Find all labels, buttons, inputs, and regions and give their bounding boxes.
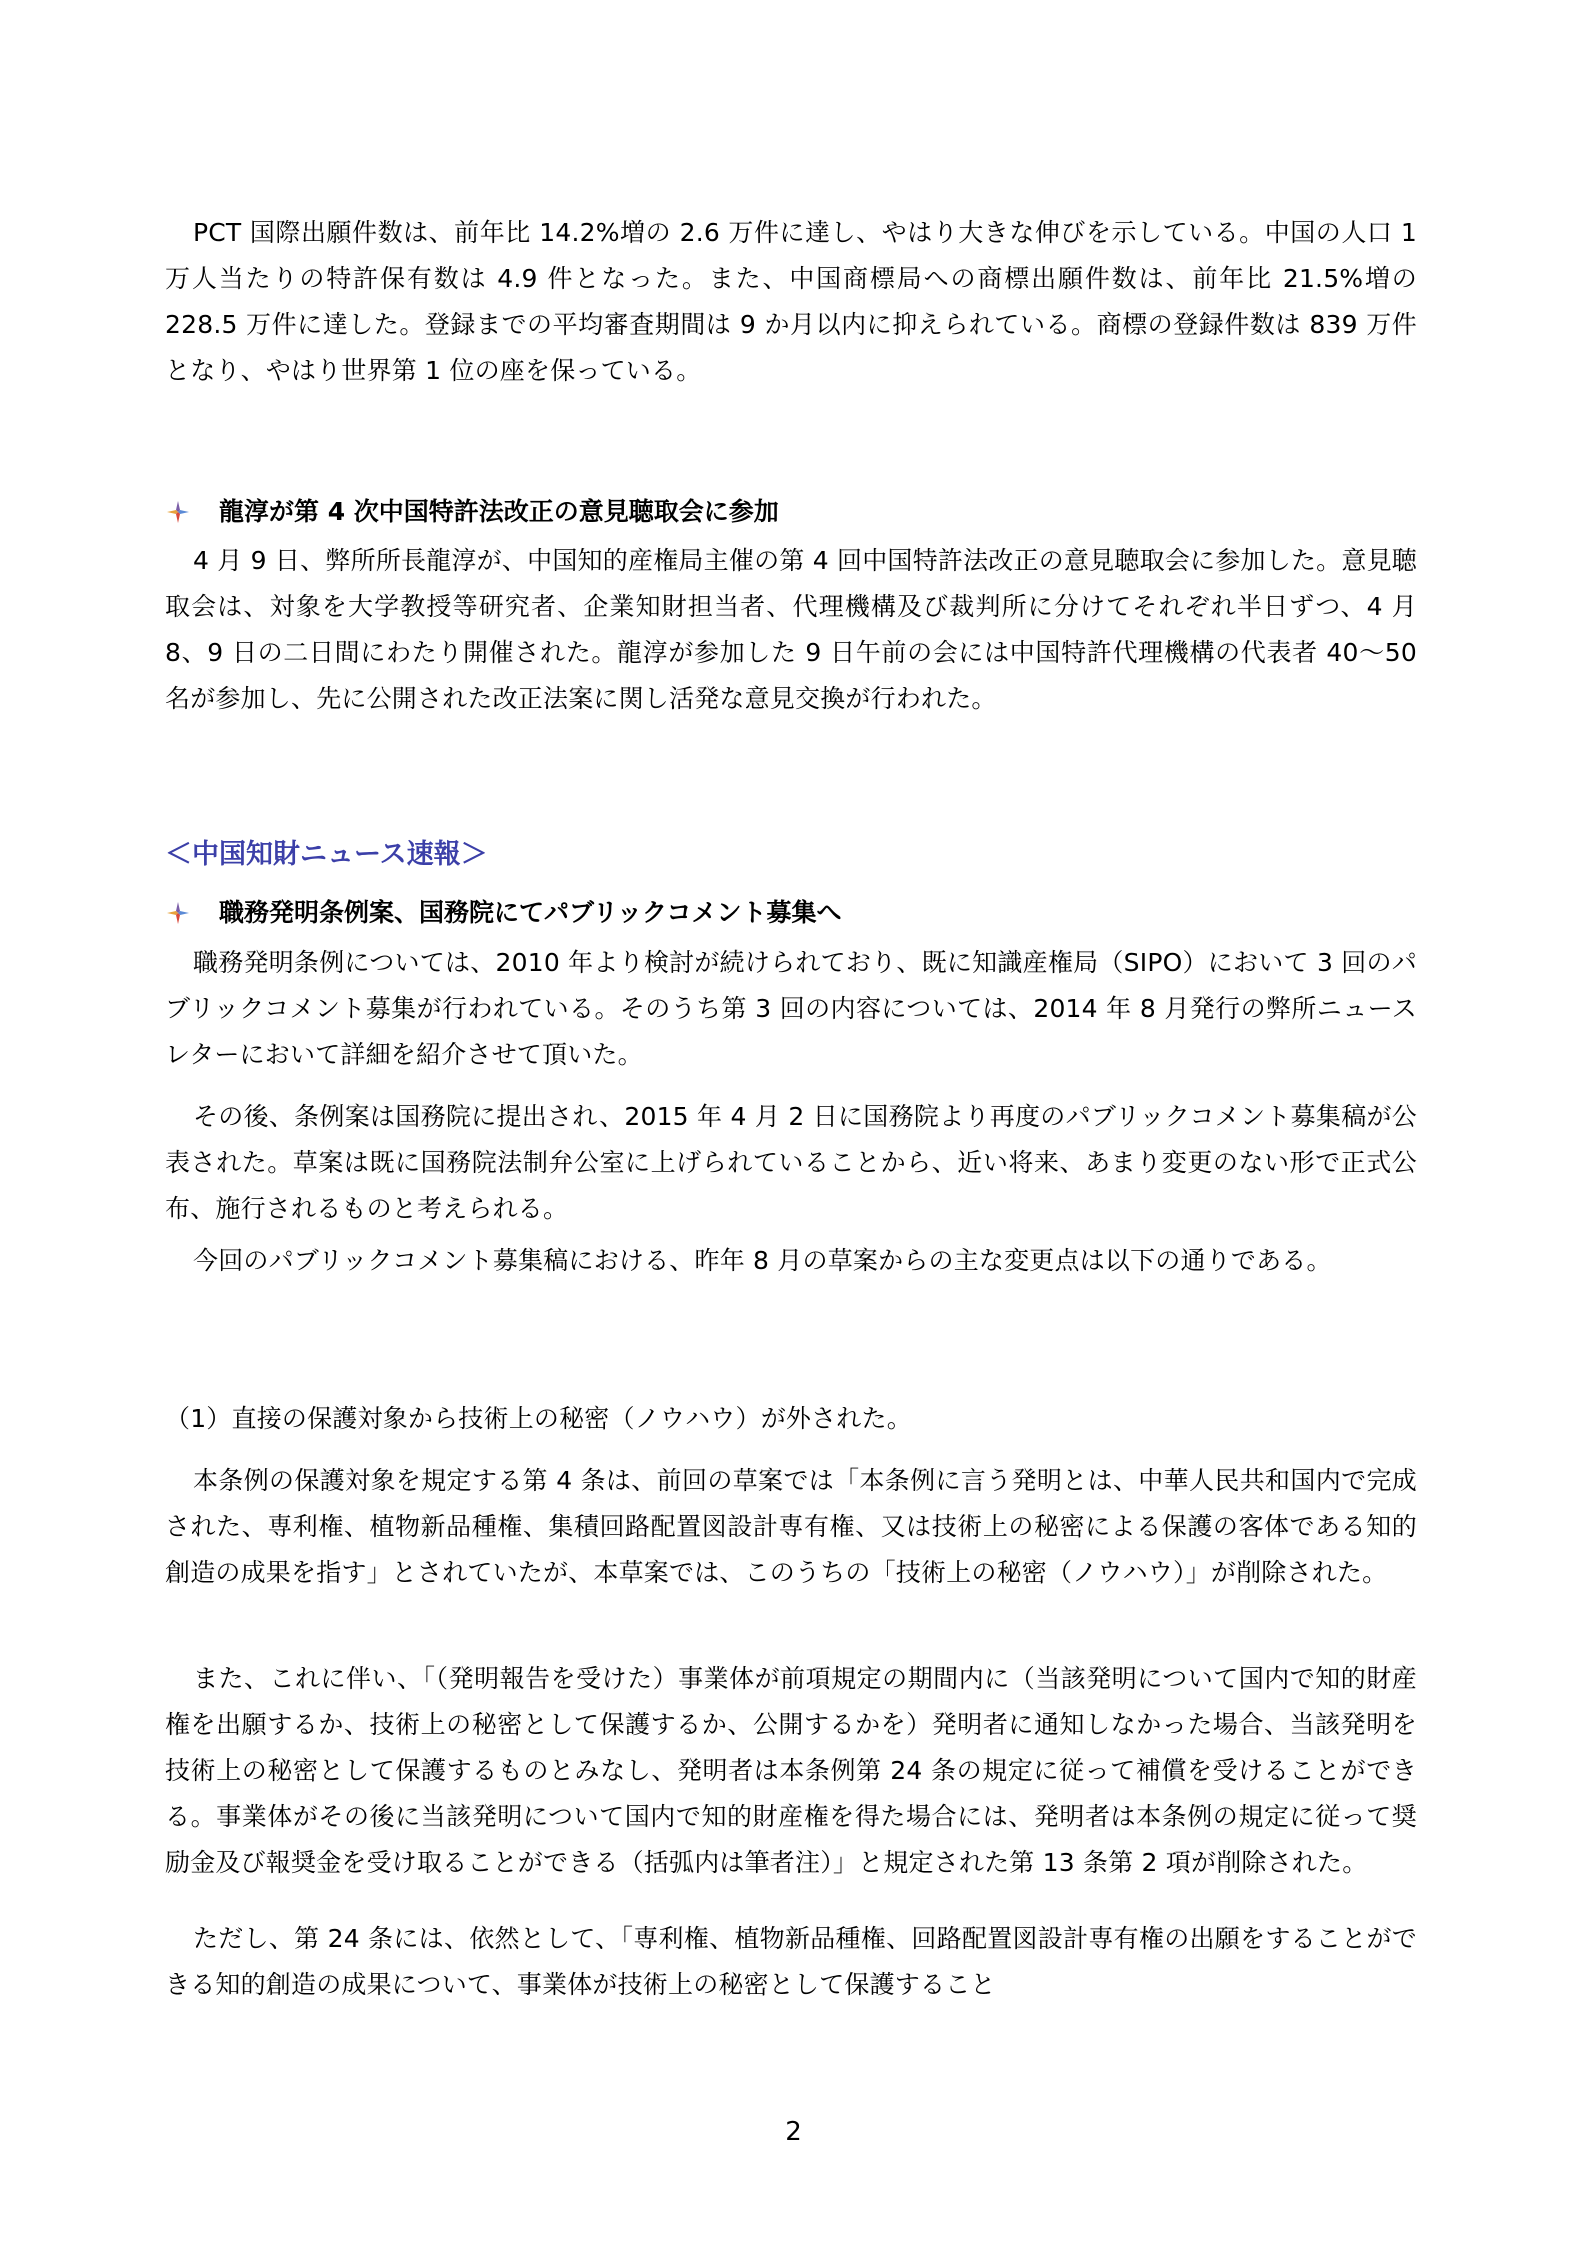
paragraph-article-24: ただし、第 24 条には、依然として、「専利権、植物新品種権、回路配置図設計専有権の出願をすることができる知的創造の成果について、事業体が技術上の秘密として保護すること (165, 1924, 1417, 1999)
paragraph-hearing: 4 月 9 日、弊所所長龍淳が、中国知的産権局主催の第 4 回中国特許法改正の意見聴取会に参加した。意見聴取会は、対象を大学教授等研究者、企業知財担当者、代理機構及び裁判所に分けてそれぞれ半日ずつ、4 月 8、9 日の二日間にわたり開催された。龍淳が参加した 9 日午前の会には中国特許代理機構の代表者 40～50 名が参加し、先に公開された改正法案に関し活発な意見交換が行われた。 (165, 546, 1417, 713)
diamond-bullet-icon (165, 499, 191, 525)
paragraph-article-4: 本条例の保護対象を規定する第 4 条は、前回の草案では「本条例に言う発明とは、中華人民共和国内で完成された、専利権、植物新品種権、集積回路配置図設計専有権、又は技術上の秘密による保護の客体である知的創造の成果を指す」とされていたが、本草案では、このうちの「技術上の秘密（ノウハウ）」が削除された。 (165, 1466, 1417, 1587)
paragraph-rules-background: 職務発明条例については、2010 年より検討が続けられており、既に知識産権局（SIPO）において 3 回のパブリックコメント募集が行われている。そのうち第 3 回の内容については、2014 年 8 月発行の弊所ニュースレターにおいて詳細を紹介させて頂いた。 (165, 948, 1417, 1069)
heading-hearing (165, 489, 1417, 535)
page-number: 2 (785, 2117, 802, 2147)
heading-service-invention-rules (165, 890, 1417, 936)
heading-hearing-text: 龍淳が第 4 次中国特許法改正の意見聴取会に参加 (219, 497, 779, 526)
heading-rules-text: 職務発明条例案、国務院にてパブリックコメント募集へ (219, 898, 842, 927)
diamond-bullet-icon (165, 900, 191, 926)
list-item-change-1: （1）直接の保護対象から技術上の秘密（ノウハウ）が外された。 (165, 1404, 912, 1433)
paragraph-article-13: また、これに伴い、「（発明報告を受けた）事業体が前項規定の期間内に（当該発明について国内で知的財産権を出願するか、技術上の秘密として保護するか、公開するかを）発明者に通知しなかった場合、当該発明を技術上の秘密として保護するものとみなし、発明者は本条例第 24 条の規定に従って補償を受けることができる。事業体がその後に当該発明について国内で知的財産権を得た場合には、発明者は本条例の規定に従って奨励金及び報奨金を受け取ることができる（括弧内は筆者注）」と規定された第 13 条第 2 項が削除された。 (165, 1664, 1417, 1877)
section-title-china-ip-news: ＜中国知財ニュース速報＞ (165, 839, 488, 870)
paragraph-pct-statistics: PCT 国際出願件数は、前年比 14.2%増の 2.6 万件に達し、やはり大きな伸びを示している。中国の人口 1 万人当たりの特許保有数は 4.9 件となった。また、中国商標局への商標出願件数は、前年比 21.5%増の 228.5 万件に達した。登録までの平均審査期間は 9 か月以内に抑えられている。商標の登録件数は 839 万件となり、やはり世界第 1 位の座を保っている。 (165, 218, 1417, 385)
paragraph-rules-changes-intro: 今回のパブリックコメント募集稿における、昨年 8 月の草案からの主な変更点は以下の通りである。 (193, 1246, 1332, 1275)
paragraph-rules-state-council: その後、条例案は国務院に提出され、2015 年 4 月 2 日に国務院より再度のパブリックコメント募集稿が公表された。草案は既に国務院法制弁公室に上げられていることから、近い将来、あまり変更のない形で正式公布、施行されるものと考えられる。 (165, 1102, 1417, 1223)
